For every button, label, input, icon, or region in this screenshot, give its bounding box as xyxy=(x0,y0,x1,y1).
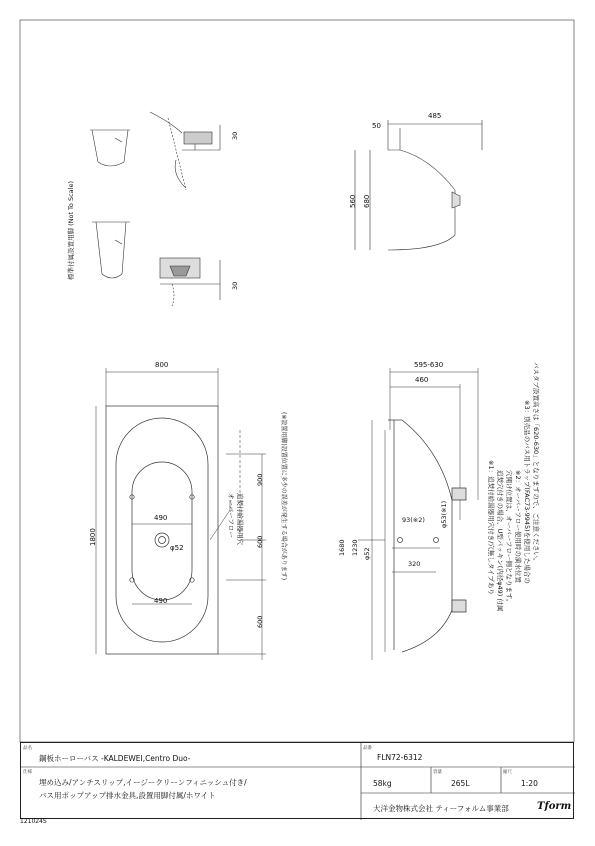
note-2: 追焚穴付きの場合、U型パッキン(内径φ49) 付属 xyxy=(496,470,504,612)
side-note: 標準付属設置用脚 (Not To Scale) xyxy=(67,181,75,280)
dim-490-top: 490 xyxy=(154,514,168,522)
dim-30-top: 30 xyxy=(231,131,239,140)
spec-line-2: バス用ポップアップ排水金具,設置用脚付属/ホワイト xyxy=(39,791,216,800)
dim-490-bottom: 490 xyxy=(154,597,168,605)
dim-600-mid: 600 xyxy=(256,535,264,548)
dim-460: 460 xyxy=(415,376,429,384)
dim-600-bottom: 600 xyxy=(256,615,264,628)
dim-320: 320 xyxy=(408,560,421,568)
weight-value: 58kg xyxy=(373,779,392,788)
note-foot-position: (※設置用脚)設置位置に多少の誤差が発生する場合があります) xyxy=(280,412,287,581)
code-label: 品番 xyxy=(363,746,372,751)
side-elevation xyxy=(355,120,482,250)
spec-label: 仕様 xyxy=(23,770,32,775)
dim-phi52: φ52 xyxy=(363,547,371,560)
dim-93: 93(※2) xyxy=(402,516,425,524)
note-5: ※3：別売品のバス用トラップ(FAC73-9945)を使用した場合の xyxy=(523,400,531,584)
dim-1680: 1680 xyxy=(338,539,346,556)
dim-phi53: φ53(※1) xyxy=(440,500,448,528)
dim-485: 485 xyxy=(428,112,442,120)
tform-logo: Tform xyxy=(537,801,572,812)
dim-50: 50 xyxy=(372,122,381,130)
product-name: 鋼板ホーローバス -KALDEWEI,Centro Duo- xyxy=(39,754,191,763)
note-6: バスタブ設置高さは「620-630」となりますので、ご注意ください。 xyxy=(532,362,540,565)
dim-1800: 1800 xyxy=(89,528,97,546)
dim-595-630: 595-630 xyxy=(414,361,444,369)
footer-code: 121024S xyxy=(20,818,47,825)
section-view xyxy=(358,368,478,660)
product-code: FLN72-6312 xyxy=(377,753,423,762)
scale-value: 1:20 xyxy=(521,779,538,788)
note-overflow: オーバーフロー xyxy=(227,493,235,538)
dim-1230: 1230 xyxy=(351,539,359,556)
dim-680: 680 xyxy=(363,194,371,208)
drain-diameter: φ52 xyxy=(170,544,184,552)
title-block xyxy=(20,742,574,819)
scale-label: 縮尺 xyxy=(503,770,512,775)
dim-30-bottom: 30 xyxy=(231,281,239,290)
dim-560: 560 xyxy=(349,194,357,208)
foot-detail xyxy=(90,112,220,306)
note-3: 穴開け位置は、オーバーフロー側となります。 xyxy=(505,470,513,606)
dim-900: 900 xyxy=(256,473,264,486)
spec-line-1: 埋め込み/アンチスリップ,イージークリーンフィニッシュ付き/ xyxy=(39,778,247,787)
dim-800: 800 xyxy=(155,361,169,369)
note-1: ※1：追焚付給湯器用穴付き/穴無しタイプあり xyxy=(487,460,495,595)
name-label: 品名 xyxy=(23,746,32,751)
company-name: 大洋金物株式会社 ティーフォルム事業部 xyxy=(373,804,509,813)
volume-label: 容量 xyxy=(433,770,442,775)
note-heater-hole: 追焚付給湯器用穴 xyxy=(236,493,244,545)
notes-block xyxy=(487,362,541,611)
volume-value: 265L xyxy=(451,779,470,788)
note-4: ※2：オーバーフロー使用時の満水位置 xyxy=(514,470,522,583)
page-frame xyxy=(20,20,574,742)
